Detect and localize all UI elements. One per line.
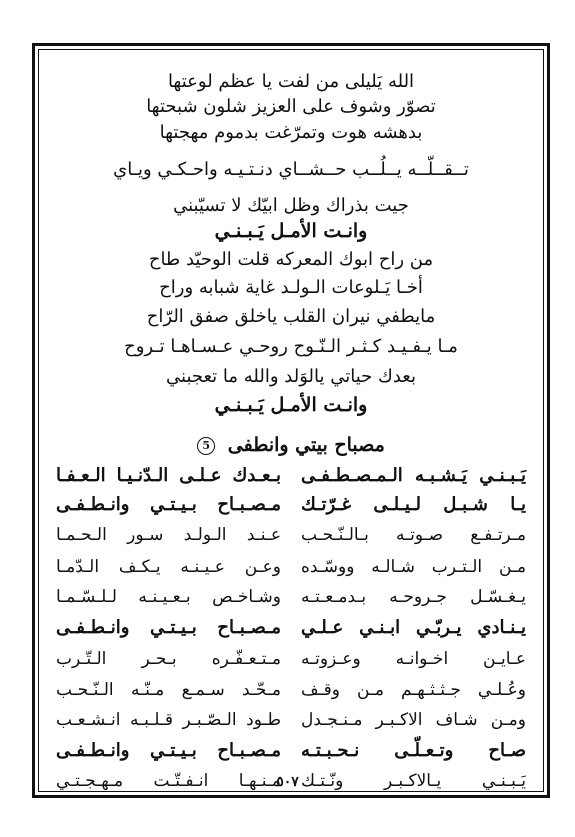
poem-line: تصوّر وشوف على العزيز شلون شبحتها — [146, 96, 436, 117]
couplet-second-hemistich: مـصـبـاح بـيـتـي وانـطـفـى — [56, 617, 281, 638]
couplet — [48, 555, 534, 579]
couplet — [48, 647, 534, 671]
couplet-second-hemistich: مـتـعـفّـره بـحـر الـتّـرب — [56, 649, 281, 669]
section-number-badge: 5 — [197, 437, 215, 455]
page-content — [48, 55, 534, 791]
couplet — [48, 585, 534, 609]
couplet-second-hemistich: مـصـبـاح بـيـتـي وانـطـفـى — [56, 740, 281, 761]
couplet-first-hemistich: يـغـسّـل جـروحـه بـدمـعـتـه — [301, 587, 526, 607]
couplet — [48, 708, 534, 732]
poem-line: مـا يـفـيـد كـثـر الـنّـوح روحـي عـسـاهـا تـروح — [124, 336, 458, 357]
couplet-second-hemistich: بـعـدك عـلـى الـدّنـيـا الـعـفـا — [56, 465, 281, 486]
poem-line: أخـا يَـلوعات الـولـد غاية شبابه وراح — [159, 277, 423, 298]
couplet-first-hemistich: يـنـادي يـربّـي ابـنـي عـلـي — [301, 617, 526, 638]
couplet — [48, 739, 534, 763]
couplet-second-hemistich: طـود الـصّـبـر قـلـبـه انـشـعـب — [56, 710, 281, 730]
couplet-first-hemistich: صـاح وتـعـلّـى نـحـبـتـه — [301, 740, 526, 761]
couplet-first-hemistich: يَـبـنـي يـالاكـبـر ونّـتـك — [301, 771, 526, 791]
couplet — [48, 678, 534, 702]
poem-line: مايطفي نيران القلب ياخلق صفق الرّاح — [146, 306, 436, 327]
poem-refrain: وانـت الأمـل يَـبـنـي — [214, 394, 368, 416]
couplet-second-hemistich: وعـن عـيـنـه يـكـف الـدّمـا — [56, 557, 281, 577]
couplet-second-hemistich: مـصـبـاح بـيـتـي وانـطـفـى — [56, 494, 281, 515]
poem-line: بدهشه هوت وتمرّغت بدموم مهجتها — [159, 122, 423, 143]
couplet-first-hemistich: عـايـن اخـوانـه وعـزوتـه — [301, 649, 526, 669]
couplet — [48, 493, 534, 517]
page-number: ٥٠٧ — [276, 774, 299, 790]
couplet-first-hemistich: مـرتـفـع صـوتـه بـالـنّـحـب — [301, 525, 526, 545]
couplet-first-hemistich: وعُـلـي جـثـثـهـم مـن وقـف — [301, 680, 526, 700]
poem-line: بعدك حياتي يالوَلد والله ما تعجبني — [166, 366, 416, 387]
poem-line: تــقــلّــه يــلُــب حــشــاي دنـتـيـه واحـكـي ويـاي — [113, 159, 469, 180]
poem-line: من راح ابوك المعركه قلت الوحيّد طاح — [148, 249, 434, 270]
couplet-second-hemistich: عـنـد الـولـد سـور الـحـمـا — [56, 525, 281, 545]
couplet-second-hemistich: وشـاخـص بـعـيـنـه لـلـسّـمـا — [56, 587, 281, 607]
section-title-text: مصباح بيتي وانطفى — [227, 434, 385, 456]
couplet-second-hemistich: مـنـهـا انـفـتّـت مـهـجـتـي — [56, 771, 281, 791]
couplet — [48, 464, 534, 488]
couplet — [48, 616, 534, 640]
poem-line: جيت بذراك وظل ابيّك لا تسيّبني — [173, 195, 409, 216]
poem-refrain: وانـت الأمـل يَـبـنـي — [214, 220, 368, 242]
couplet-first-hemistich: ومـن شـاف الاكـبـر مـنـجـدل — [301, 710, 526, 730]
couplet-first-hemistich: يَـبـنـي يَـشـبـه الـمـصـطـفـى — [301, 465, 526, 486]
couplet-second-hemistich: مـحّـد سـمـع مـنّـه الـنّـحـب — [56, 680, 281, 700]
couplet-first-hemistich: مـن الـتـرب شـالـه ووسّـده — [301, 557, 526, 577]
poem-line: الله يَليلى من لفت يا عظم لوعتها — [167, 71, 415, 92]
section-title — [48, 433, 534, 457]
couplet — [48, 523, 534, 547]
couplet-first-hemistich: يـا شـبـل لـيـلـى غـرّتـك — [301, 494, 526, 515]
